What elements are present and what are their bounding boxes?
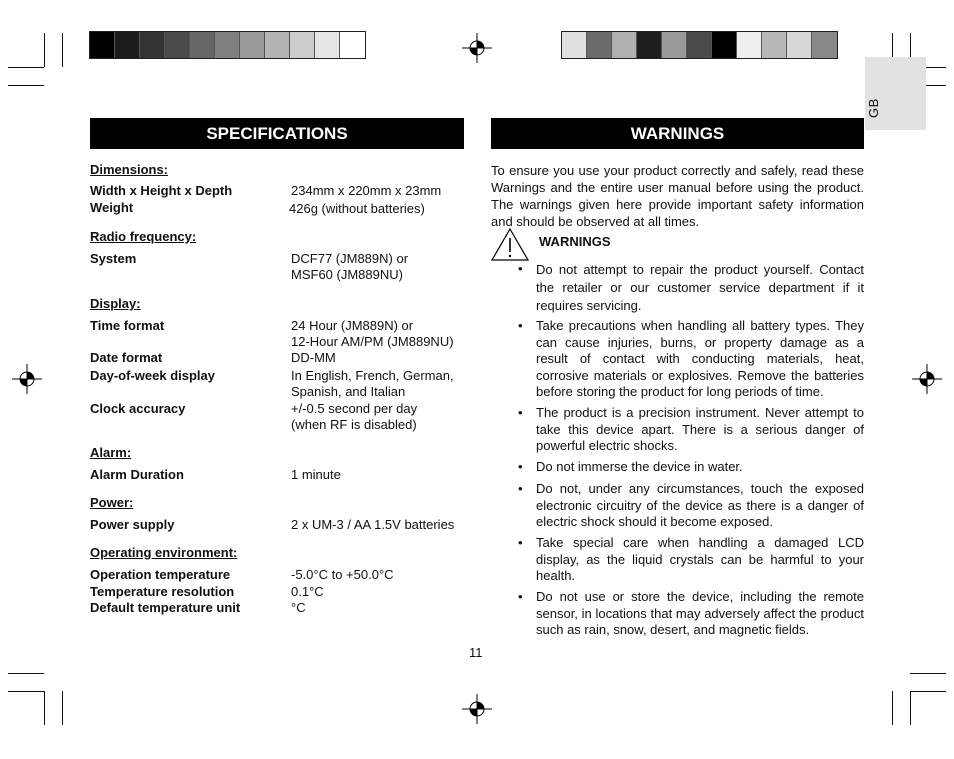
operation-temperature-label: Operation temperature (90, 567, 231, 582)
warnings-header: WARNINGS (491, 118, 864, 149)
warning-item: Do not use or store the device, including the remote sensor, in locations that may adversely affect the product such as rain, snow, desert, and magnetic fields. (536, 589, 864, 637)
bullet: • (518, 535, 523, 550)
dimensions-heading: Dimensions: (90, 162, 169, 177)
operation-temperature-value: -5.0°C to +50.0°C (291, 567, 394, 582)
system-value: MSF60 (JM889NU) (291, 267, 403, 282)
weight-value: 426g (without batteries) (289, 201, 425, 216)
color-swatch (90, 32, 115, 58)
color-swatch (265, 32, 290, 58)
crop-mark (62, 33, 63, 67)
size-label: Width x Height x Depth (90, 183, 233, 198)
color-calibration-bar-right (561, 31, 838, 59)
clock-accuracy-value: (when RF is disabled) (291, 417, 417, 432)
color-swatch (762, 32, 787, 58)
alarm-duration-value: 1 minute (291, 467, 341, 482)
crop-mark (910, 673, 946, 674)
color-swatch (662, 32, 687, 58)
color-swatch (115, 32, 140, 58)
warning-item: Do not attempt to repair the product yourself. Contact the retailer or our customer service department if it requires servicing. (536, 262, 864, 313)
radio-heading: Radio frequency: (90, 229, 197, 244)
color-swatch (587, 32, 612, 58)
bullet: • (518, 405, 523, 420)
warnings-intro: To ensure you use your product correctly and safely, read these Warnings and the entire user manual before using the product. The warnings given here provide important safety information and should be observed at all times. (491, 163, 864, 229)
registration-mark-icon (912, 364, 942, 394)
color-swatch (140, 32, 165, 58)
temperature-resolution-value: 0.1°C (291, 584, 324, 599)
clock-accuracy-value: +/-0.5 second per day (291, 401, 418, 416)
registration-mark-icon (462, 33, 492, 63)
system-value: DCF77 (JM889N) or (291, 251, 409, 266)
warning-item: Take special care when handling a damaged LCD display, as the liquid crystals can be harmful to your health. (536, 535, 864, 583)
crop-mark (8, 85, 44, 86)
registration-mark-icon (462, 694, 492, 724)
clock-accuracy-label: Clock accuracy (90, 401, 186, 416)
time-format-label: Time format (90, 318, 165, 333)
default-temperature-unit-label: Default temperature unit (90, 600, 241, 615)
warning-item: Take precautions when handling all battery types. They can cause injuries, burns, or property damage as a result of contact with conducting materials, heat, corrosive materials or explosives. Remove the batteries before storing the product for long periods of time. (536, 318, 864, 399)
default-temperature-unit-value: °C (291, 600, 306, 615)
color-swatch (190, 32, 215, 58)
day-of-week-label: Day-of-week display (90, 368, 215, 383)
color-swatch (562, 32, 587, 58)
bullet: • (518, 589, 523, 604)
time-format-value: 12-Hour AM/PM (JM889NU) (291, 334, 454, 349)
warning-item: The product is a precision instrument. Never attempt to take this device apart. There is a serious danger of powerful electric shocks. (536, 405, 864, 453)
date-format-label: Date format (90, 350, 163, 365)
power-heading: Power: (90, 495, 134, 510)
day-of-week-value: In English, French, German, (291, 368, 454, 383)
warning-item: Do not immerse the device in water. (536, 459, 743, 474)
crop-mark (44, 33, 45, 67)
color-swatch (290, 32, 315, 58)
warning-item: Do not, under any circumstances, touch the exposed electronic circuitry of the device as there is a danger of electric shock should it become exposed. (536, 481, 864, 529)
color-swatch (637, 32, 662, 58)
power-supply-label: Power supply (90, 517, 175, 532)
language-tab (865, 57, 926, 130)
color-swatch (315, 32, 340, 58)
bullet: • (518, 318, 523, 333)
color-swatch (240, 32, 265, 58)
bullet: • (518, 459, 523, 474)
color-swatch (712, 32, 737, 58)
color-swatch (737, 32, 762, 58)
time-format-value: 24 Hour (JM889N) or (291, 318, 414, 333)
color-swatch (787, 32, 812, 58)
crop-mark (8, 67, 44, 68)
crop-mark (910, 691, 911, 725)
display-heading: Display: (90, 296, 141, 311)
alarm-heading: Alarm: (90, 445, 132, 460)
bullet: • (518, 481, 523, 496)
color-swatch (165, 32, 190, 58)
specifications-header: SPECIFICATIONS (90, 118, 464, 149)
warnings-subheading: WARNINGS (539, 234, 611, 249)
page-number: 11 (469, 645, 483, 660)
color-calibration-bar-left (89, 31, 366, 59)
crop-mark (892, 691, 893, 725)
warning-triangle-icon (491, 227, 529, 261)
size-value: 234mm x 220mm x 23mm (291, 183, 442, 198)
color-swatch (812, 32, 837, 58)
language-tab-label: GB (866, 98, 881, 118)
bullet: • (518, 261, 523, 276)
alarm-duration-label: Alarm Duration (90, 467, 184, 482)
power-supply-value: 2 x UM-3 / AA 1.5V batteries (291, 517, 455, 532)
environment-heading: Operating environment: (90, 545, 238, 560)
crop-mark (8, 673, 44, 674)
crop-mark (8, 691, 44, 692)
system-label: System (90, 251, 137, 266)
temperature-resolution-label: Temperature resolution (90, 584, 235, 599)
weight-label: Weight (90, 200, 134, 215)
day-of-week-value: Spanish, and Italian (291, 384, 406, 399)
color-swatch (215, 32, 240, 58)
crop-mark (62, 691, 63, 725)
date-format-value: DD-MM (291, 350, 336, 365)
crop-mark (44, 691, 45, 725)
crop-mark (910, 691, 946, 692)
color-swatch (612, 32, 637, 58)
registration-mark-icon (12, 364, 42, 394)
color-swatch (340, 32, 365, 58)
color-swatch (687, 32, 712, 58)
